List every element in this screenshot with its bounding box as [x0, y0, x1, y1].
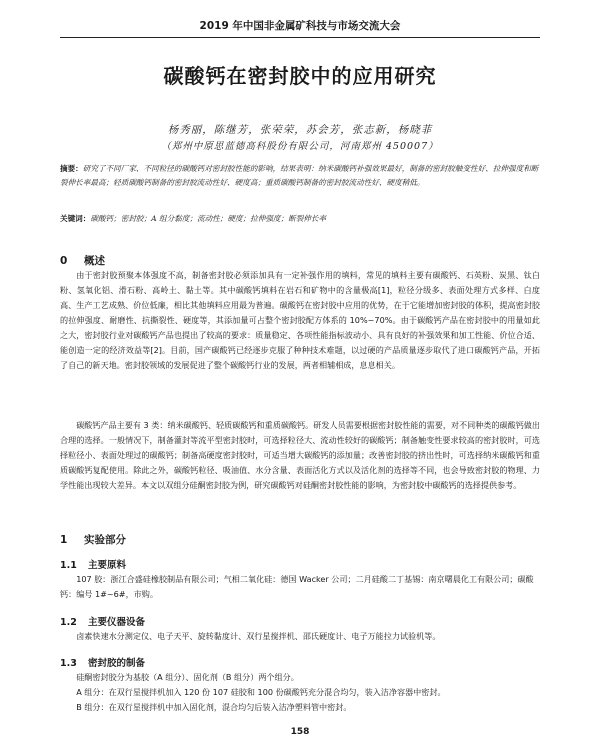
subsection-title: 密封胶的制备: [88, 658, 146, 669]
paragraph-preparation-3: B 组分：在双行星搅拌机中加入固化剂，混合均匀后装入洁净塑料管中密封。: [76, 702, 352, 712]
page-number: 158: [290, 727, 310, 737]
abstract-label: 摘要：: [60, 164, 83, 173]
running-header: 2019 年中国非金属矿科技与市场交流大会: [60, 18, 540, 38]
subsection-heading-materials: [60, 557, 126, 571]
subsection-heading-preparation: [60, 655, 145, 669]
section-heading-experimental: [60, 532, 126, 547]
paragraph-materials: 107 胶：浙江合盛硅橡胶制品有限公司；气相二氧化硅：德国 Wacker 公司；二月硅酸二丁基锡：南京曙晨化工有限公司；碳酸钙：编号 1#~6#，市购。: [60, 574, 534, 599]
author-list: 杨秀丽，陈继芳，张荣荣，苏会芳，张志新，杨晓菲: [167, 124, 433, 136]
section-number: 1: [60, 534, 68, 546]
paper-title: 碳酸钙在密封胶中的应用研究: [163, 64, 437, 88]
subsection-number: 1.2: [60, 617, 77, 628]
subsection-title: 主要仪器设备: [88, 617, 146, 628]
paragraph-preparation-2: A 组分：在双行星搅拌机加入 120 份 107 硅胶和 100 份碳酸钙充分混合均匀，装入洁净容器中密封。: [76, 687, 446, 697]
abstract: [60, 162, 540, 190]
subsection-title: 主要原料: [88, 560, 127, 571]
keywords-text: 碳酸钙；密封胶；A 组分黏度；流动性；硬度；拉伸强度；断裂伸长率: [90, 214, 327, 223]
section-title: 概述: [84, 255, 105, 267]
subsection-heading-equipment: [60, 614, 145, 628]
paragraph-overview-2: 碳酸钙产品主要有 3 类：纳米碳酸钙、轻质碳酸钙和重质碳酸钙。研发人员需要根据密封胶性能的需要，对不同种类的碳酸钙做出合理的选择。一般情况下，制备灌封等流平型密封胶时，可选择粒径大、流动性较好的碳酸钙；制备触变性要求较高的密封胶时，可选择粒径小、表面处理过的碳酸钙；制备高硬度密封胶时，可适当增大碳酸钙的添加量；改善密封胶的挤出性时，可选择纳米碳酸钙和重质碳酸钙复配使用。除此之外，碳酸钙粒径、吸油值、水分含量、表面活化方式以及活化剂的选择等不同，也会导致密封胶的物理、力学性能出现较大差异。本文以双组分硅酮密封胶为例，研究碳酸钙对硅酮密封胶性能的影响，为密封胶中碳酸钙的选择提供参考。: [60, 420, 540, 490]
paragraph-equipment: 卤素快速水分测定仪、电子天平、旋转黏度计、双行星搅拌机、邵氏硬度计、电子万能拉力试验机等。: [76, 631, 441, 641]
subsection-number: 1.1: [60, 560, 77, 571]
section-number: 0: [60, 255, 68, 267]
subsection-number: 1.3: [60, 658, 77, 669]
abstract-text: 研究了不同厂家、不同粒径的碳酸钙对密封胶性能的影响，结果表明：纳米碳酸钙补强效果最好，制备的密封胶触变性好、拉伸强度和断裂伸长率最高；轻质碳酸钙制备的密封胶流动性好、硬度高；重质碳酸钙制备的密封胶流动性好、硬度稍低。: [60, 164, 539, 187]
paragraph-preparation-1: 硅酮密封胶分为基胶（A 组分）、固化剂（B 组分）两个组分。: [76, 672, 299, 682]
paragraph-overview-1: 由于密封胶预聚本体强度不高，制备密封胶必须添加具有一定补强作用的填料，常见的填料主要有碳酸钙、石英粉、炭黑、钛白粉、氢氧化铝、滑石粉、高岭土、黏土等。其中碳酸钙填料在岩石和矿物中的含量极高[1]，粒径分级多、表面处理方式多样、白度高、生产工艺成熟、价位低廉，相比其他填料应用最为普遍。碳酸钙在密封胶中应用的优势，在于它能增加密封胶的体积，提高密封胶的拉伸强度、耐磨性、抗撕裂性、硬度等，其添加量可占整个密封胶配方体系的 10%~70%。由于碳酸钙产品在密封胶中的用量如此之大，密封胶行业对碳酸钙产品也提出了较高的要求：质量稳定、各项性能指标波动小、具有良好的补强效果和加工性能、价位合适、能创造一定的经济效益等[2]。目前，国产碳酸钙已经逐步克服了种种技术难题，以过硬的产品质量逐步取代了进口碳酸钙产品，开拓了自己的新天地。密封胶领域的发展促进了整个碳酸钙行业的发展，两者相辅相成，息息相关。: [60, 270, 540, 370]
keywords: [60, 212, 540, 226]
section-title: 实验部分: [84, 534, 126, 546]
affiliation: （郑州中原思蓝德高科股份有限公司，河南郑州 450007）: [161, 141, 439, 152]
keywords-label: 关键词：: [60, 214, 91, 223]
section-heading-overview: [60, 253, 105, 268]
